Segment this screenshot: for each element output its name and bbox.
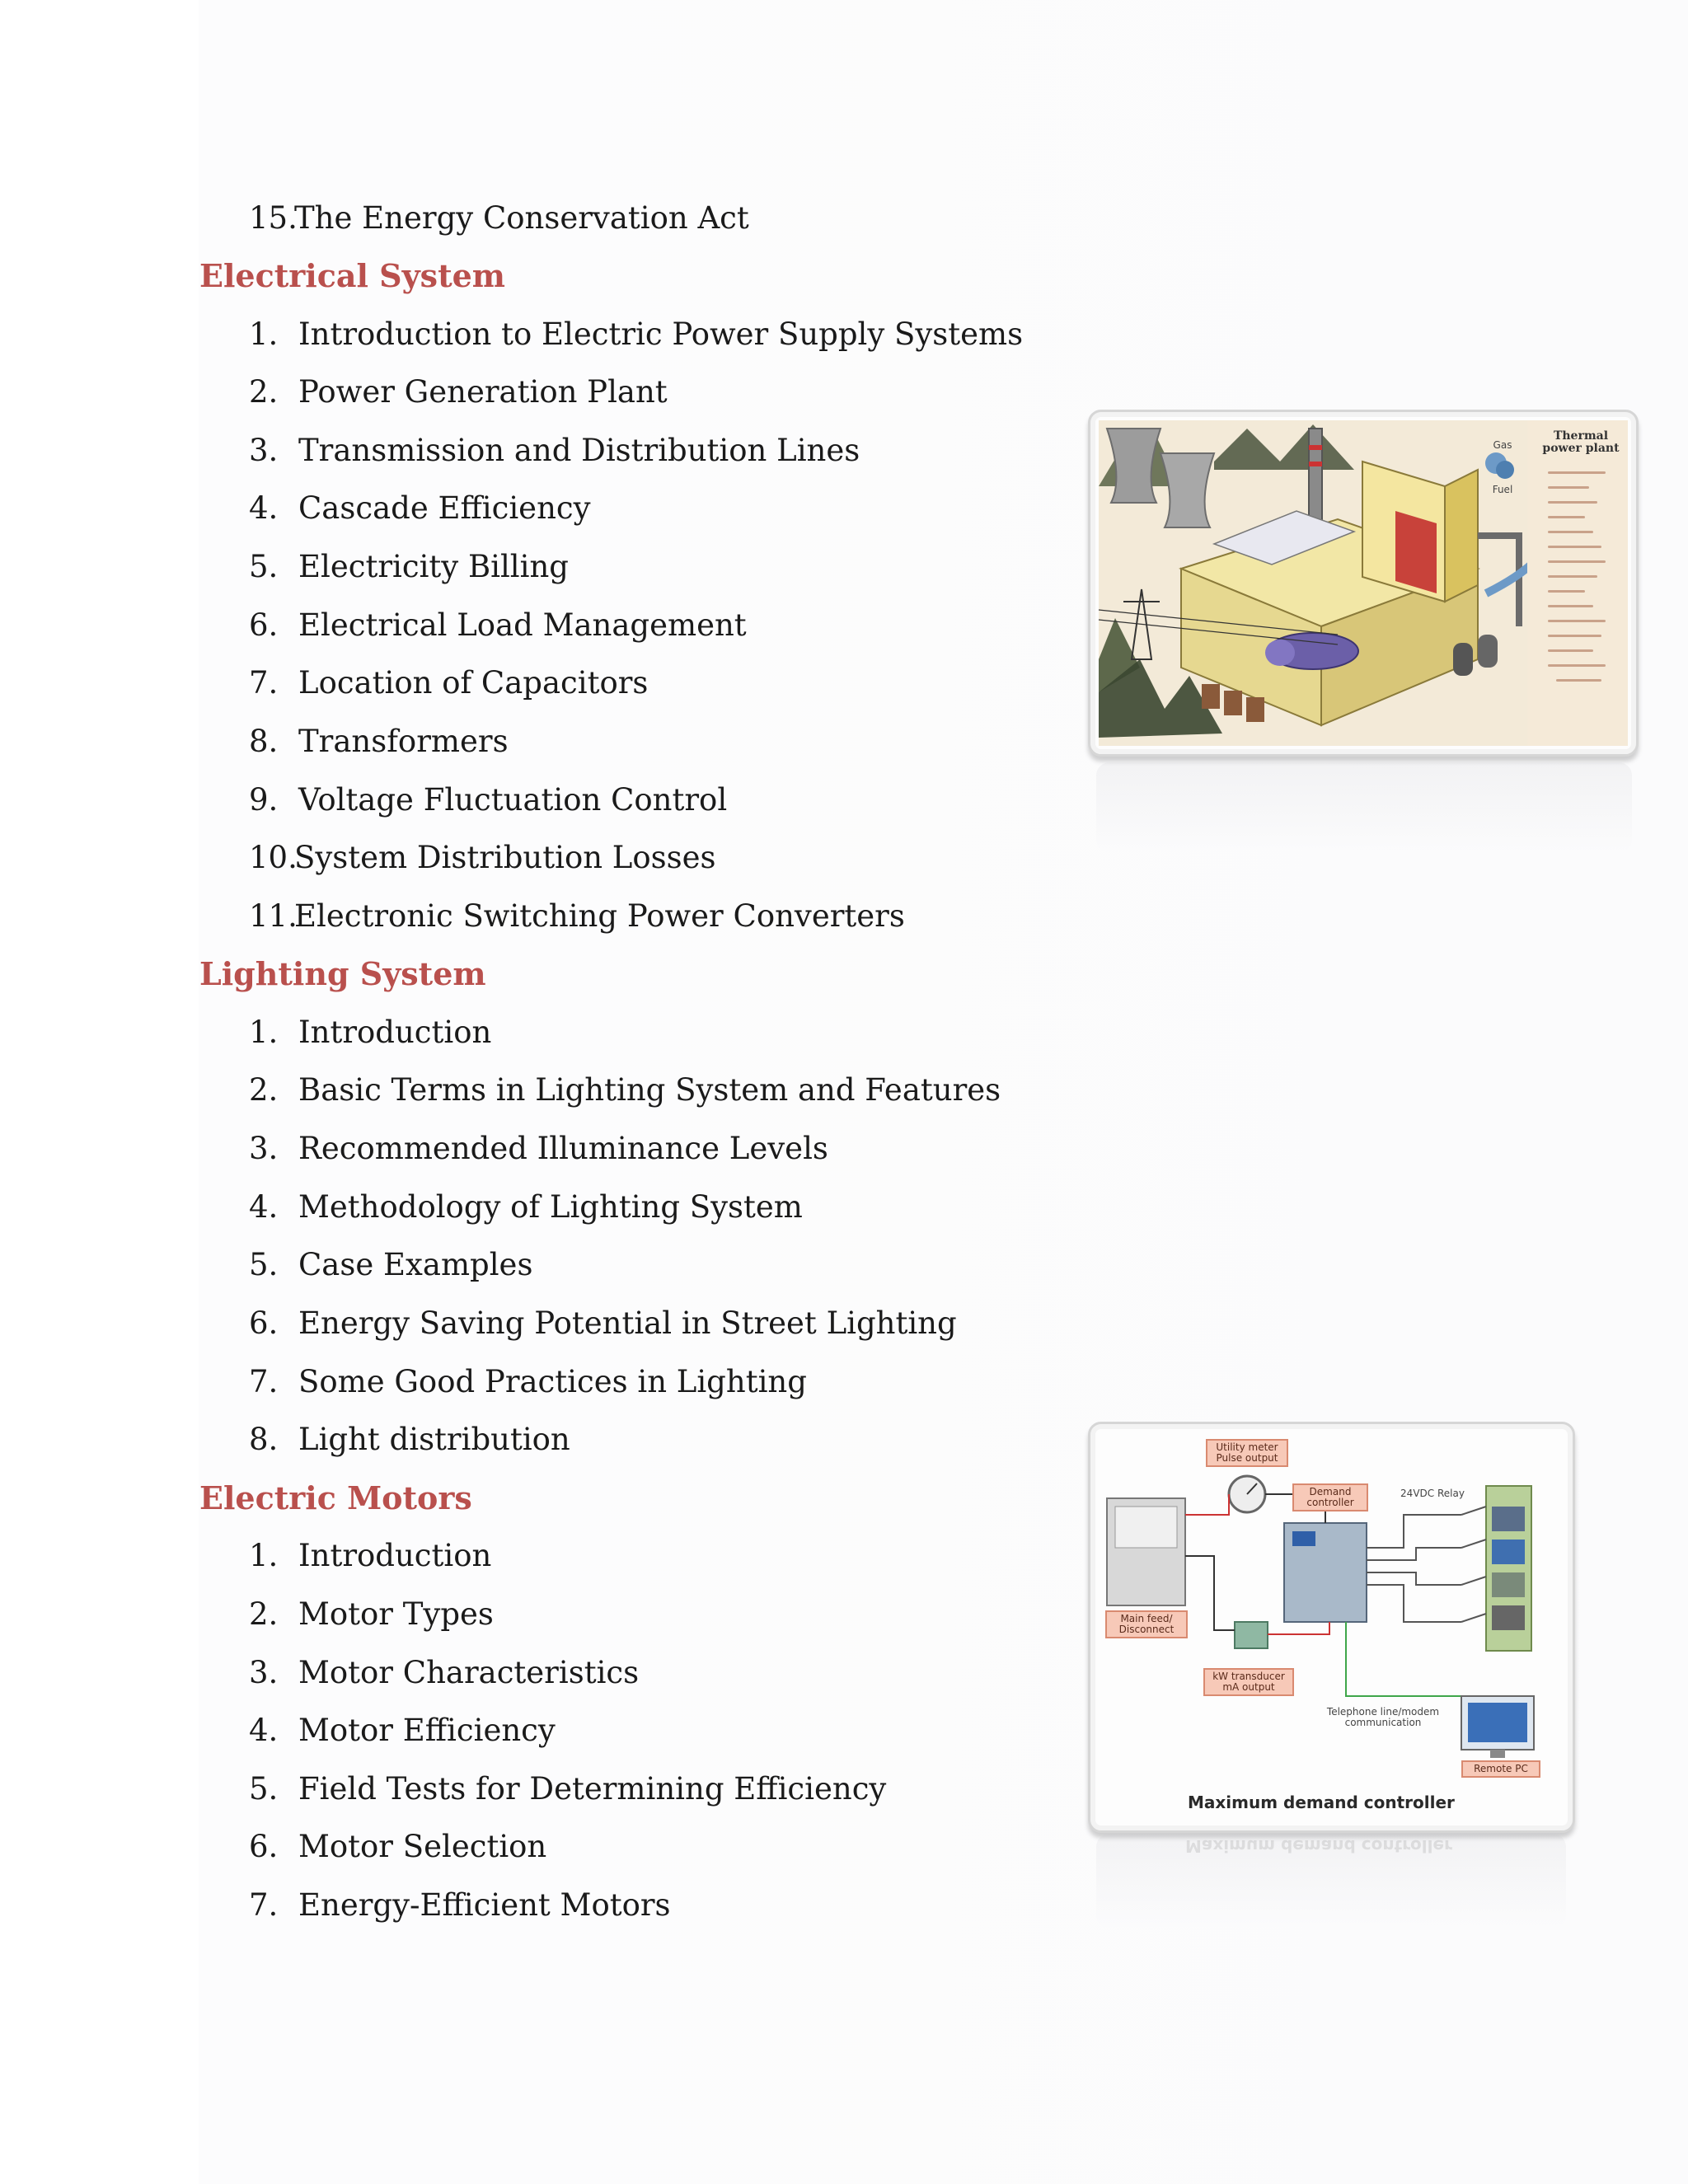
section-heading-electrical-system: Electrical System — [199, 257, 506, 294]
maximum-demand-controller-figure — [1088, 1422, 1575, 1833]
item-text: The Energy Conservation Act — [294, 200, 749, 236]
legend-entry — [1548, 620, 1606, 622]
remote-pc-label: Remote PC — [1461, 1760, 1540, 1778]
legend-entry — [1556, 679, 1601, 682]
legend-entry — [1548, 560, 1606, 563]
main-feed-label: Main feed/ Disconnect — [1105, 1610, 1188, 1638]
power-plant-illustration — [1090, 412, 1636, 754]
figure-caption-reflection: Maximum demand controller — [1185, 1836, 1452, 1856]
figure-reflection — [1096, 762, 1632, 853]
legend-entry — [1548, 471, 1606, 474]
section-heading-lighting-system: Lighting System — [199, 955, 486, 992]
section-heading-electric-motors: Electric Motors — [199, 1479, 472, 1516]
gas-label: Gas — [1493, 439, 1512, 451]
legend-entry — [1548, 649, 1593, 652]
item-number: 15. — [249, 200, 298, 236]
kw-transducer-label: kW transducer mA output — [1203, 1668, 1294, 1696]
legend-entry — [1548, 531, 1593, 533]
relay-label: 24VDC Relay — [1400, 1488, 1465, 1499]
legend-entry — [1548, 546, 1601, 548]
legend-entry — [1548, 605, 1593, 607]
legend-entry — [1548, 590, 1585, 593]
figure-caption: Maximum demand controller — [1188, 1793, 1455, 1812]
thermal-power-plant-figure — [1088, 410, 1639, 757]
legend-entry — [1548, 516, 1585, 518]
demand-controller-label: Demand controller — [1292, 1483, 1368, 1511]
legend-title: Thermal power plant — [1542, 429, 1620, 455]
legend-entry — [1548, 664, 1606, 667]
legend-entry — [1548, 486, 1589, 489]
document-page: 15. The Energy Conservation Act Electrical System 1. Introduction to Electric Power Supply Systems 2. Power Generation Plant 3. Transmission and Distribution Lines 4. Cascade Efficiency 5. Electricity Billing 6. Electrical Load Management 7. Location of Capacitors 8. Transformers 9. Voltage Fluctuation Control 10. System Distribution Losses 11. Electronic Switching Power Converters Lighting System 1. Introduction 2. Basic Terms in Lighting System and Features 3. Recommended Illuminance Levels 4. Methodology of Lighting System 5. Case Examples 6. Energy Saving Potential in Street Lighting 7. Some Good Practices in Lighting 8. Light distribution Electric Motors 1. Introduction 2. Motor Types 3. Motor Characteristics 4. Motor Efficiency 5. Field Tests for Determining Efficiency 6. Motor Selection 7. Energy-Efficient Motors Gas Fuel Thermal power plant Utility meter Pulse output Demand controller 24VDC Relay Main feed/ Disconnect kW transducer mA output Telephone line/modem communication Remote PC Maximum demand controller Maximum demand controller — [0, 0, 1688, 2184]
fuel-label: Fuel — [1492, 484, 1513, 495]
legend-entry — [1548, 635, 1601, 637]
legend-entry — [1548, 501, 1597, 504]
legend-entry — [1548, 575, 1597, 578]
telephone-label: Telephone line/modem communication — [1326, 1706, 1440, 1728]
utility-meter-label: Utility meter Pulse output — [1206, 1439, 1288, 1467]
